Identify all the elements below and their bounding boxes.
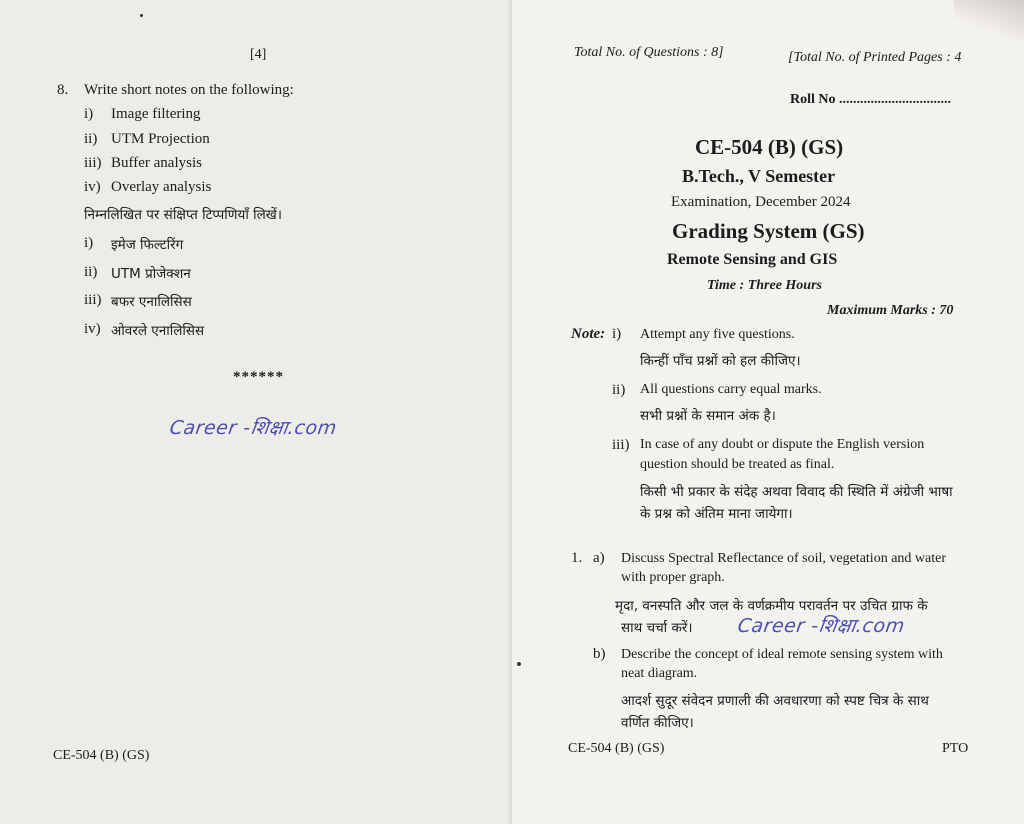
- note-en: All questions carry equal marks.: [640, 382, 822, 397]
- roll-no-field: Roll No ................................: [790, 92, 951, 107]
- watermark: Career -शिक्षा.com: [736, 615, 907, 637]
- q1-part-en: with proper graph.: [621, 570, 725, 585]
- q1-part-hi: मृदा, वनस्पति और जल के वर्णक्रमीय परावर्तन पर उचित ग्राफ के: [615, 598, 928, 614]
- q8-item-num-hi: iii): [84, 292, 102, 308]
- q8-item-num: ii): [84, 131, 98, 147]
- q8-item-num: i): [84, 106, 94, 122]
- q8-item-text-hi: इमेज फिल्टरिंग: [111, 237, 184, 253]
- note-en: In case of any doubt or dispute the English version: [640, 437, 925, 452]
- note-hi: किन्हीं पाँच प्रश्नों को हल कीजिए।: [640, 353, 801, 369]
- q8-item-num-hi: i): [84, 235, 94, 251]
- q1-part-label: a): [593, 550, 605, 566]
- page-number: [4]: [250, 47, 267, 62]
- q8-item-text: Overlay analysis: [111, 179, 212, 195]
- end-marker: ******: [233, 369, 284, 385]
- q1-part-hi: वर्णित कीजिए।: [621, 715, 694, 731]
- question-8-number: 8.: [57, 82, 69, 98]
- q8-item-text: Buffer analysis: [111, 155, 202, 171]
- q8-item-text-hi: UTM प्रोजेक्शन: [111, 266, 191, 282]
- question-1-number: 1.: [571, 550, 583, 566]
- note-hi: के प्रश्न को अंतिम माना जायेगा।: [640, 506, 793, 522]
- question-8-prompt-en: Write short notes on the following:: [84, 82, 294, 98]
- max-marks: Maximum Marks : 70: [827, 303, 954, 318]
- q1-part-label: b): [593, 646, 606, 662]
- watermark: Career -शिक्षा.com: [168, 417, 339, 439]
- subject: Remote Sensing and GIS: [667, 251, 838, 268]
- note-num: ii): [612, 382, 626, 398]
- q8-item-text-hi: बफर एनालिसिस: [111, 294, 192, 310]
- question-8-prompt-hi: निम्नलिखित पर संक्षिप्त टिप्पणियाँ लिखें।: [84, 207, 282, 223]
- total-questions: Total No. of Questions : 8]: [574, 45, 724, 60]
- program: B.Tech., V Semester: [682, 166, 836, 186]
- note-num: i): [612, 326, 622, 342]
- q8-item-text: UTM Projection: [111, 131, 210, 147]
- page-corner-shadow: [954, 0, 1024, 40]
- speck: [140, 14, 143, 17]
- q1-part-en: Describe the concept of ideal remote sensing system with: [621, 647, 943, 662]
- exam-session: Examination, December 2024: [671, 194, 851, 210]
- right-page: [512, 0, 1024, 824]
- q8-item-num: iii): [84, 155, 102, 171]
- note-label: Note:: [571, 326, 606, 342]
- note-hi: किसी भी प्रकार के संदेह अथवा विवाद की स्थिति में अंग्रेजी भाषा: [640, 484, 953, 500]
- footer-course-code: CE-504 (B) (GS): [53, 748, 150, 763]
- grading-system: Grading System (GS): [672, 219, 865, 243]
- q1-part-hi: आदर्श सुदूर संवेदन प्रणाली की अवधारणा को स्पष्ट चित्र के साथ: [621, 693, 929, 709]
- note-en: question should be treated as final.: [640, 457, 835, 472]
- q1-part-hi: साथ चर्चा करें।: [621, 620, 693, 636]
- note-en: Attempt any five questions.: [640, 327, 795, 342]
- q1-part-en: Discuss Spectral Reflectance of soil, vegetation and water: [621, 551, 946, 566]
- time: Time : Three Hours: [707, 278, 822, 293]
- note-hi: सभी प्रश्नों के समान अंक है।: [640, 408, 776, 424]
- note-num: iii): [612, 437, 630, 453]
- q8-item-text: Image filtering: [111, 106, 201, 122]
- footer-pto: PTO: [942, 741, 969, 756]
- q1-part-en: neat diagram.: [621, 666, 698, 681]
- q8-item-text-hi: ओवरले एनालिसिस: [111, 323, 205, 339]
- q8-item-num: iv): [84, 179, 101, 195]
- speck: [517, 662, 521, 666]
- footer-course-code: CE-504 (B) (GS): [568, 741, 665, 756]
- total-pages: [Total No. of Printed Pages : 4: [788, 50, 962, 65]
- q8-item-num-hi: iv): [84, 321, 101, 337]
- q8-item-num-hi: ii): [84, 264, 98, 280]
- course-code: CE-504 (B) (GS): [695, 135, 844, 159]
